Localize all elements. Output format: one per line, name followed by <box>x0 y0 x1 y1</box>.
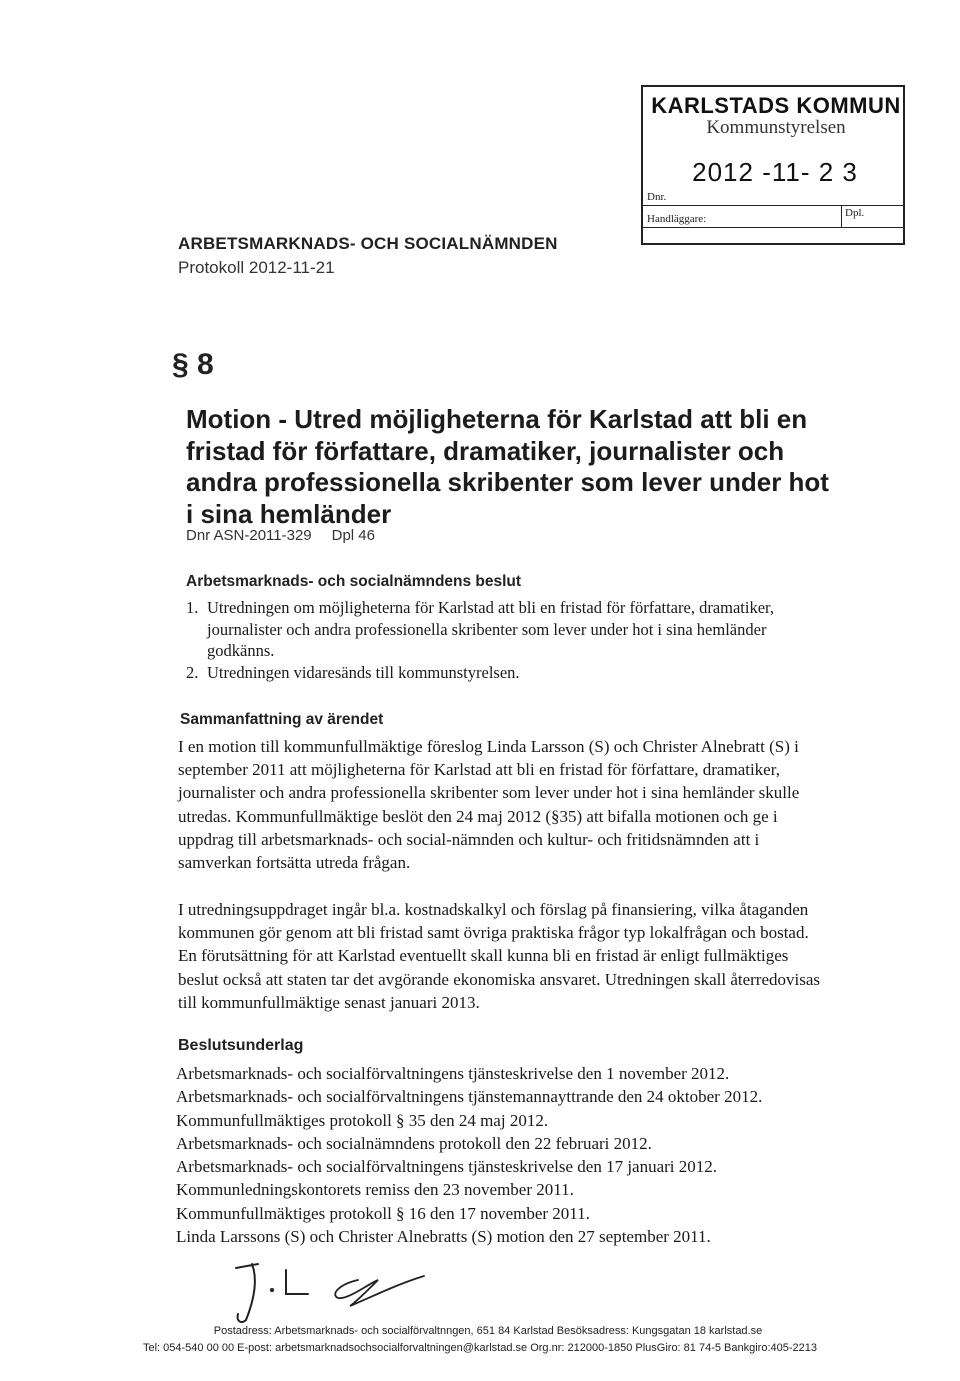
list-item-text: Utredningen om möjligheterna för Karlstad att bli en fristad för författare, dramatiker, journalister och andra professionella skribenter som lever under hot i sina hemländer godkänns. <box>207 598 775 660</box>
basis-list <box>176 1062 762 1248</box>
received-stamp <box>641 85 905 245</box>
footer-address: Postadress: Arbetsmarknads- och socialförvaltnngen, 651 84 Karlstad Besöksadress: Kungsgatan 18 karlstad.se <box>213 1325 763 1337</box>
decision-heading: Arbetsmarknads- och socialnämndens beslut <box>186 573 522 590</box>
summary-paragraph-2: I utredningsuppdraget ingår bl.a. kostnadskalkyl och förslag på finansiering, vilka åtaganden kommunen gör genom att bli fristad samt övriga praktiska frågor typ lokalfrågan och bostad. En förutsättning för att Karlstad eventuellt skall kunna bli en fristad är enligt fullmäktiges beslut också att staten tar det avgörande ekonomiska ansvaret. Utredningen skall återredovisas till kommunfullmäktige senast januari 2013. <box>178 900 821 1012</box>
stamp-organization: KARLSTADS KOMMUN <box>651 93 901 118</box>
organization-name: ARBETSMARKNADS- OCH SOCIALNÄMNDEN <box>178 234 558 253</box>
list-item: Arbetsmarknads- och socialförvaltningens tjänsteskrivelse den 17 januari 2012. <box>176 1157 718 1177</box>
list-item-text: Utredningen vidaresänds till kommunstyrelsen. <box>207 662 520 682</box>
list-item <box>180 662 820 684</box>
list-item: Kommunfullmäktiges protokoll § 35 den 24 maj 2012. <box>176 1110 549 1130</box>
summary-heading: Sammanfattning av ärendet <box>180 711 384 728</box>
signature-initials <box>228 1250 438 1330</box>
list-item-number: 2. <box>186 662 199 682</box>
protocol-date: Protokoll 2012-11-21 <box>178 258 335 277</box>
stamp-divider <box>841 205 842 227</box>
motion-title: Motion - Utred möjligheterna för Karlstad att bli en fristad för författare, dramatiker, journalister och andra professionella skribenter som lever under hot i sina hemländer <box>186 404 829 529</box>
footer-contact: Tel: 054-540 00 00 E-post: arbetsmarknadsochsocialforvaltningen@karlstad.se Org.nr: 212000-1850 PlusGiro: 81 74-5 Bankgiro:405-2213 <box>142 1342 817 1354</box>
stamp-divider <box>643 205 903 206</box>
list-item: Linda Larssons (S) och Christer Alnebratts (S) motion den 27 september 2011. <box>176 1227 711 1247</box>
stamp-department: Kommunstyrelsen <box>706 117 846 138</box>
list-item: Arbetsmarknads- och socialförvaltningens tjänsteskrivelse den 1 november 2012. <box>176 1064 730 1083</box>
list-item: Arbetsmarknads- och socialnämndens protokoll den 22 februari 2012. <box>176 1133 652 1153</box>
stamp-dpl-label: Dpl. <box>845 207 865 219</box>
list-item: Kommunledningskontorets remiss den 23 november 2011. <box>176 1180 574 1200</box>
decision-list <box>180 597 820 683</box>
reference-line <box>186 527 395 544</box>
stamp-handlaggare-label: Handläggare: <box>647 213 707 225</box>
basis-heading: Beslutsunderlag <box>178 1037 304 1054</box>
stamp-date: 2012 -11- 2 3 <box>692 157 858 187</box>
summary-paragraph-1: I en motion till kommunfullmäktige föreslog Linda Larsson (S) och Christer Alnebratt (S) i september 2011 att möjligheterna för Karlstad att bli en fristad för författare, dramatiker, journalister och andra professionella skribenter som lever under hot i sina hemländer skulle utredas. Kommunfullmäktige beslöt den 24 maj 2012 (§35) att bifalla motionen och ge i uppdrag till arbetsmarknads- och social-nämnden och kultur- och fritidsnämnden att i samverkan fortsätta utreda frågan. <box>178 737 800 873</box>
list-item-number: 1. <box>186 598 199 617</box>
paragraph-number: § 8 <box>172 348 214 381</box>
stamp-dnr-label: Dnr. <box>647 191 667 203</box>
list-item: Arbetsmarknads- och socialförvaltningens tjänstemannayttrande den 24 oktober 2012. <box>176 1087 763 1107</box>
dnr-number: Dnr ASN-2011-329 <box>186 527 312 544</box>
list-item: Kommunfullmäktiges protokoll § 16 den 17 november 2011. <box>176 1203 590 1223</box>
stamp-divider <box>643 227 903 228</box>
list-item <box>180 597 820 662</box>
dpl-number: Dpl 46 <box>331 527 375 544</box>
